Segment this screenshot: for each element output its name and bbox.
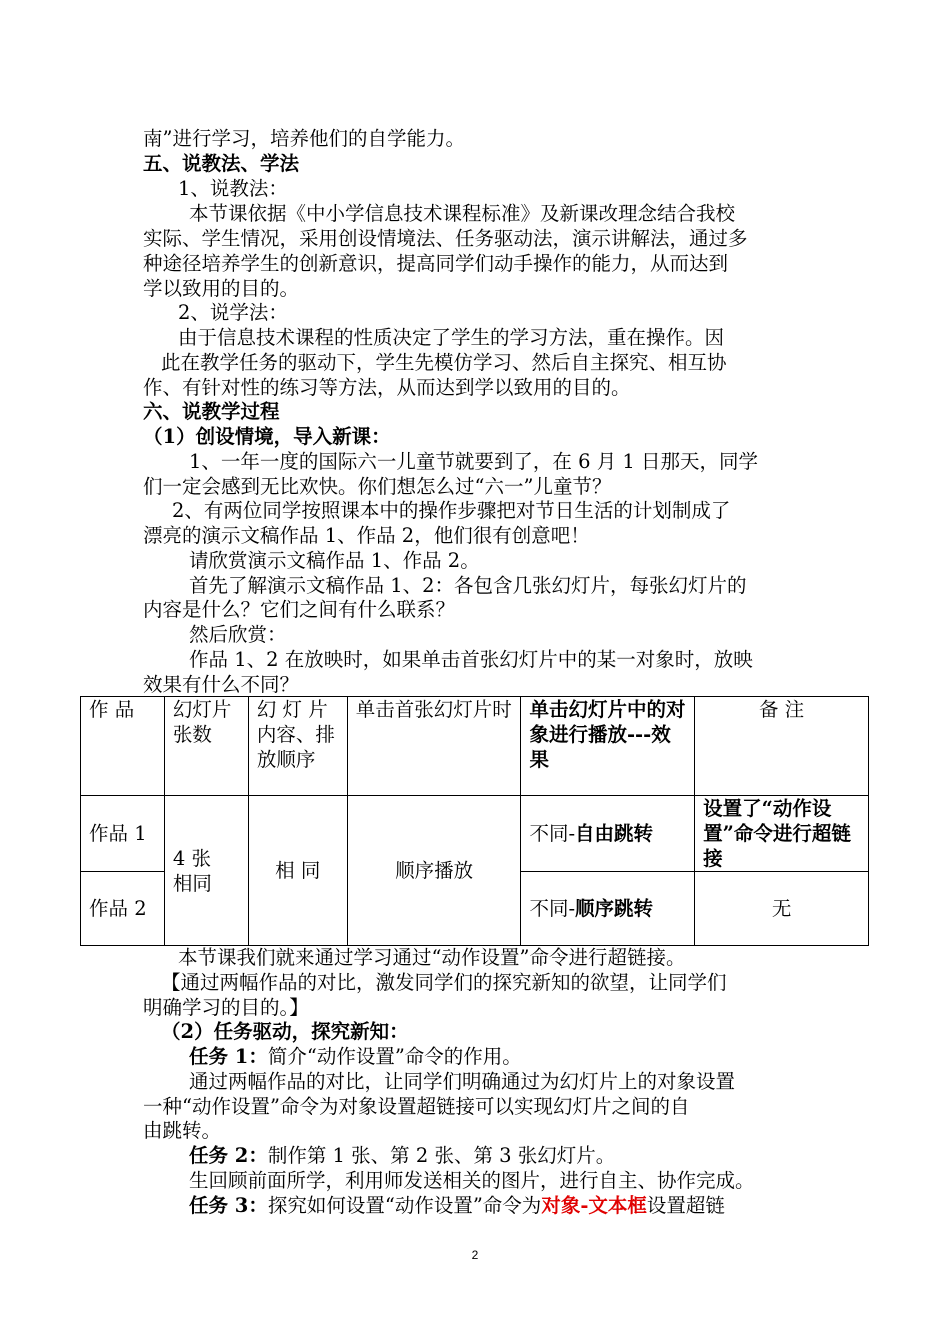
page-number: 2	[471, 1248, 479, 1262]
header-cell	[695, 697, 869, 796]
effect-prefix: 不同-	[529, 822, 576, 845]
effect-value: 顺序跳转	[575, 897, 654, 920]
shared-count-cell	[164, 796, 248, 946]
paragraph-line: 们一定会感到无比欢快。你们想怎么过“六一”儿童节？	[143, 475, 612, 498]
shared-content: 相 同	[275, 859, 321, 882]
paragraph-line: 首先了解演示文稿作品 1、2：各包含几张幻灯片，每张幻灯片的	[189, 574, 747, 597]
paragraph-line: 作、有针对性的练习等方法，从而达到学以致用的目的。	[143, 376, 631, 399]
work-cell	[81, 796, 165, 872]
task-3-line	[189, 1193, 725, 1218]
header-cell	[81, 697, 165, 796]
paragraph-line: 一种“动作设置”命令为对象设置超链接可以实现幻灯片之间的自	[143, 1095, 690, 1118]
paragraph-line: 然后欣赏：	[189, 623, 287, 646]
header-slide-count: 幻灯片张数	[172, 698, 232, 746]
paragraph-line: 【通过两幅作品的对比，激发同学们的探究新知的欲望，让同学们	[161, 971, 727, 994]
paragraph-line: 本节课依据《中小学信息技术课程标准》及新课改理念结合我校	[189, 202, 736, 225]
paragraph-line: 南”进行学习，培养他们的自学能力。	[143, 127, 465, 150]
paragraph-line: 1、一年一度的国际六一儿童节就要到了，在 6 月 1 日那天，同学	[189, 450, 759, 473]
task-2-label: 任务 2：	[189, 1144, 268, 1167]
paragraph-line: 通过两幅作品的对比，让同学们明确通过为幻灯片上的对象设置	[189, 1070, 736, 1093]
paragraph-line: 漂亮的演示文稿作品 1、作品 2，他们很有创意吧！	[143, 524, 590, 547]
header-cell	[164, 697, 248, 796]
paragraph-line: 学以致用的目的。	[143, 277, 300, 300]
shared-click: 顺序播放	[395, 859, 474, 882]
note-cell	[695, 796, 869, 872]
effect-value: 自由跳转	[575, 822, 654, 845]
header-content-order: 幻 灯 片内容、排放顺序	[256, 698, 335, 771]
shared-count: 4 张 相同	[172, 846, 212, 895]
task-1-text: 简介“动作设置”命令的作用。	[267, 1045, 522, 1068]
header-note: 备 注	[758, 698, 805, 721]
task-3-highlight: 对象-文本框	[541, 1194, 647, 1217]
paragraph-line: 请欣赏演示文稿作品 1、作品 2。	[189, 549, 480, 572]
paragraph-line: 2、有两位同学按照课本中的操作步骤把对节日生活的计划制成了	[172, 499, 731, 522]
note-cell	[695, 872, 869, 946]
task-3-text-b: 设置超链	[646, 1194, 725, 1217]
work-name: 作品 1	[89, 822, 147, 845]
shared-click-cell	[347, 796, 521, 946]
note-text: 设置了“动作设置”命令进行超链接	[703, 797, 851, 870]
paragraph-line: 种途径培养学生的创新意识，提高同学们动手操作的能力，从而达到	[143, 252, 729, 275]
task-1-line	[189, 1044, 522, 1069]
task-2-text: 制作第 1 张、第 2 张、第 3 张幻灯片。	[267, 1144, 616, 1167]
header-cell	[521, 697, 695, 796]
task-3-label: 任务 3：	[189, 1194, 268, 1217]
paragraph-line: 内容是什么？它们之间有什么联系？	[143, 598, 456, 621]
task-3-text-a: 探究如何设置“动作设置”命令为	[267, 1194, 542, 1217]
note-text: 无	[771, 897, 792, 920]
paragraph-line: 本节课我们就来通过学习通过“动作设置”命令进行超链接。	[178, 946, 686, 969]
comparison-table	[80, 696, 869, 946]
paragraph-line: 实际、学生情况，采用创设情境法、任务驱动法，演示讲解法，通过多	[143, 227, 748, 250]
work-cell	[81, 872, 165, 946]
paragraph-line: 此在教学任务的驱动下，学生先模仿学习、然后自主探究、相互协	[161, 351, 727, 374]
task-2-line	[189, 1143, 615, 1168]
subsection-heading-2: （2）任务驱动，探究新知：	[161, 1020, 409, 1043]
section-heading-6: 六、说教学过程	[143, 400, 280, 423]
effect-prefix: 不同-	[529, 897, 576, 920]
paragraph-line: 生回顾前面所学，利用师发送相关的图片，进行自主、协作完成。	[189, 1169, 755, 1192]
header-click-object: 单击幻灯片中的对象进行播放---效果	[529, 698, 686, 771]
paragraph-line: 明确学习的目的。】	[143, 996, 309, 1019]
paragraph-line: 由跳转。	[143, 1119, 222, 1142]
table-row	[81, 796, 869, 872]
paragraph-line: 由于信息技术课程的性质决定了学生的学习方法，重在操作。因	[178, 326, 725, 349]
header-cell	[248, 697, 347, 796]
header-work: 作 品	[89, 698, 135, 721]
effect-cell	[521, 872, 695, 946]
subsection-heading-1: （1）创设情境，导入新课：	[143, 425, 391, 448]
header-click-first: 单击首张幻灯片时	[355, 698, 512, 721]
paragraph-line: 作品 1、2 在放映时，如果单击首张幻灯片中的某一对象时，放映	[189, 648, 753, 671]
subheading-teaching-method: 1、说教法：	[178, 177, 288, 200]
work-name: 作品 2	[89, 897, 147, 920]
paragraph-line: 效果有什么不同？	[143, 673, 300, 696]
table-header-row	[81, 697, 869, 796]
header-cell	[347, 697, 521, 796]
task-1-label: 任务 1：	[189, 1045, 268, 1068]
shared-content-cell	[248, 796, 347, 946]
section-heading-5: 五、说教法、学法	[143, 152, 300, 175]
subheading-learning-method: 2、说学法：	[178, 301, 288, 324]
effect-cell	[521, 796, 695, 872]
